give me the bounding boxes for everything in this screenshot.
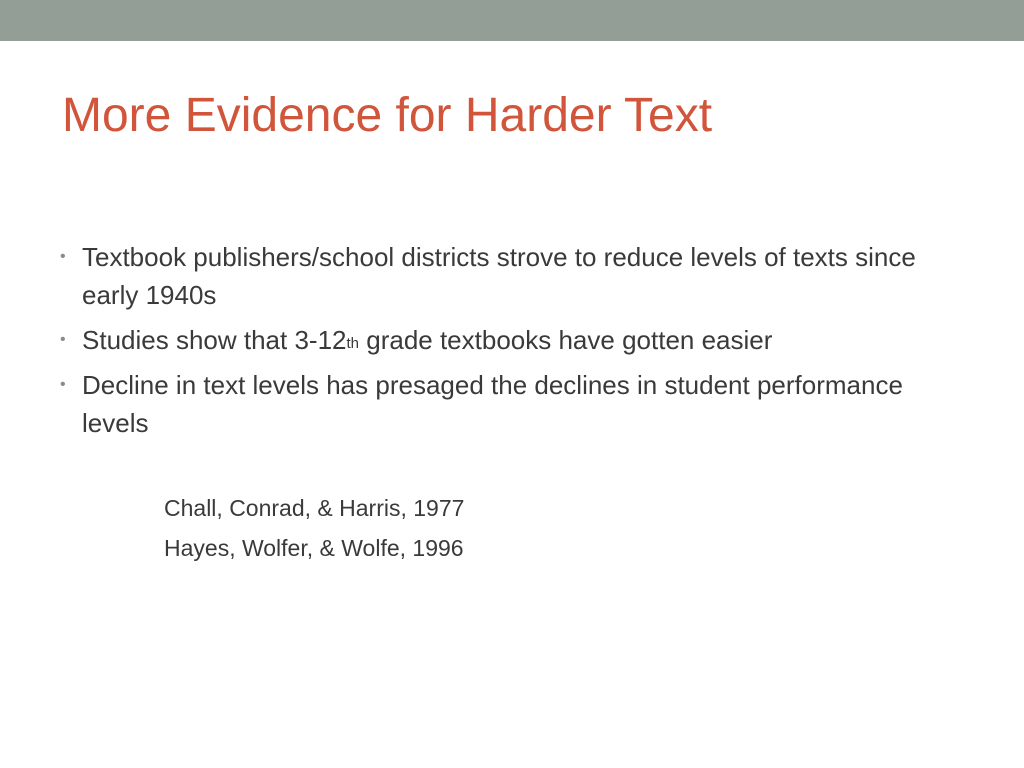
bullet-item [60,238,960,314]
bullet-icon: • [60,331,66,348]
top-accent-band [0,0,1024,41]
bullet-text: Decline in text levels has presaged the declines in student performance levels [82,370,903,438]
citation: Hayes, Wolfer, & Wolfe, 1996 [164,535,464,561]
bullet-icon: • [60,376,66,393]
bullet-icon: • [60,248,66,265]
bullet-list [60,238,960,449]
bullet-text-after: grade textbooks have gotten easier [359,325,773,355]
bullet-item [60,321,960,359]
bullet-text: Textbook publishers/school districts strove to reduce levels of texts since early 1940s [82,242,916,310]
bullet-item [60,366,960,442]
citation: Chall, Conrad, & Harris, 1977 [164,495,465,521]
bullet-text-before: Studies show that 3-12 [82,325,347,355]
citation-list [164,488,464,568]
bullet-superscript: th [346,335,360,352]
slide-title: More Evidence for Harder Text [62,89,713,142]
